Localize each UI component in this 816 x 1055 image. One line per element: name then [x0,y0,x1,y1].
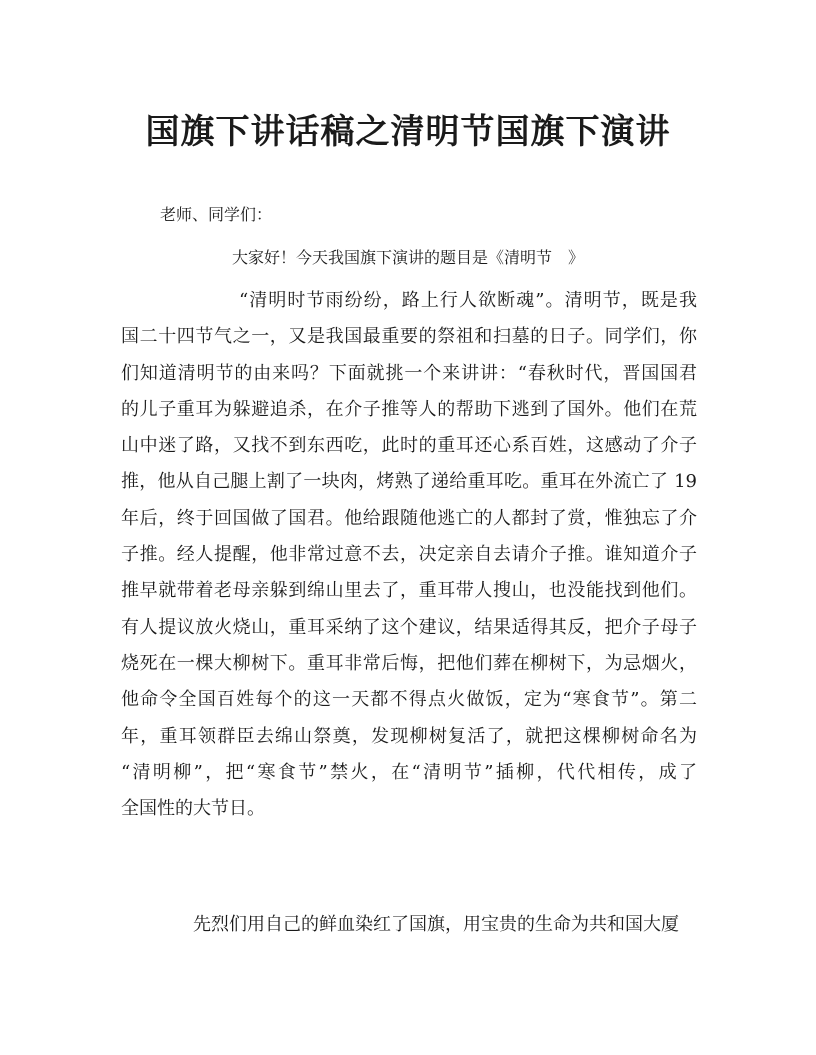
text-line: 国二十四节气之一，又是我国最重要的祭祖和扫墓的日子。同学们，你 [121,326,697,348]
text-line: 推早就带着老母亲躲到绵山里去了，重耳带人搜山，也没能找到他们。 [121,580,697,602]
text-line: 的儿子重耳为躲避追杀，在介子推等人的帮助下逃到了国外。他们在荒 [121,398,697,420]
text-line: 全国性的大节日。 [121,798,265,820]
text-line: 先烈们用自己的鲜血染红了国旗，用宝贵的生命为共和国大厦 [193,914,679,935]
paragraph-qingming-origin [121,283,697,827]
text-line: 推，他从自己腿上割了一块肉，烤熟了递给重耳吃。重耳在外流亡了 19 [121,471,697,493]
text-line: 山中迷了路，又找不到东西吃，此时的重耳还心系百姓，这感动了介子 [121,435,697,457]
greeting: 大家好！今天我国旗下演讲的题目是《清明节 》 [232,248,585,267]
salutation: 老师、同学们： [160,205,273,224]
paragraph-martyrs [121,907,697,943]
text-line: 有人提议放火烧山，重耳采纳了这个建议，结果适得其反，把介子母子 [121,616,697,638]
text-line: 子推。经人提醒，他非常过意不去，决定亲自去请介子推。谁知道介子 [121,544,697,566]
text-line: 年后，终于回国做了国君。他给跟随他逃亡的人都封了赏，惟独忘了介 [121,507,697,529]
text-line: 们知道清明节的由来吗？下面就挑一个来讲讲：“春秋时代，晋国国君 [121,362,697,384]
document-title: 国旗下讲话稿之清明节国旗下演讲 [145,112,671,152]
text-line: 年，重耳领群臣去绵山祭奠，发现柳树复活了，就把这棵柳树命名为 [121,725,697,747]
text-line: “清明时节雨纷纷，路上行人欲断魂”。清明节，既是我 [239,290,697,311]
text-line: 烧死在一棵大柳树下。重耳非常后悔，把他们葬在柳树下，为忌烟火， [121,652,697,674]
text-line: “清明柳”，把“寒食节”禁火，在“清明节”插柳，代代相传，成了 [121,761,697,783]
text-line: 他命令全国百姓每个的这一天都不得点火做饭，定为“寒食节”。第二 [121,689,697,711]
